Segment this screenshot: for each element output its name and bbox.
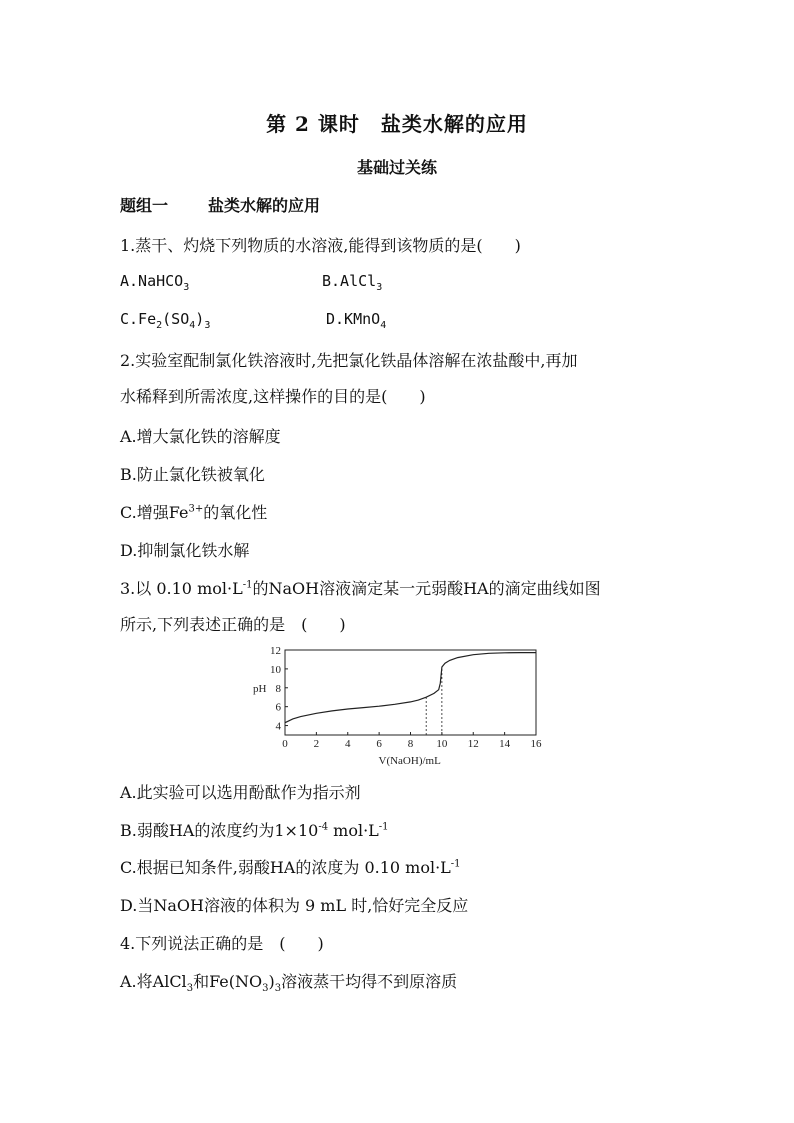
q1-stem: 1.蒸干、灼烧下列物质的水溶液,能得到该物质的是( ) [120,236,521,255]
x-tick-label: 2 [313,738,320,750]
q1-option-c: $C.Fe_2(SO_4)_3$ [120,310,211,331]
x-tick-label: 16 [530,738,542,750]
section-subtitle: 基础过关练 [356,158,437,177]
x-tick-label: 6 [376,738,382,750]
x-tick-label: 4 [345,738,351,750]
y-tick-label: 12 [270,645,281,657]
page-title: 第 2 课时 盐类水解的应用 [266,112,528,136]
x-tick-label: 0 [282,738,288,750]
q2-option-a: A.增大氯化铁的溶解度 [120,427,281,446]
x-tick-label: 8 [407,738,414,750]
titration-curve-line [285,653,536,723]
q4-stem: 4.下列说法正确的是 ( ) [120,934,324,953]
x-tick-label: 14 [499,738,511,750]
q2-option-c: C.增强$Fe^{3+}$的氧化性 [120,503,268,522]
q2-stem-line2: 水稀释到所需浓度,这样操作的目的是( ) [120,387,426,406]
x-tick-label: 12 [467,738,479,750]
q3-stem-line2: 所示,下列表述正确的是 ( ) [120,615,346,634]
q2-option-b: B.防止氯化铁被氧化 [120,465,265,484]
group-label: 题组一 [120,196,169,215]
q2-stem-line1: 2.实验室配制氯化铁溶液时,先把氯化铁晶体溶解在浓盐酸中,再加 [120,351,578,370]
q3-option-b: B.弱酸HA的浓度约为$1\times 10^{-4}$ $mol\cdot L^{-1}$ [120,821,389,840]
y-tick-label: 6 [275,701,281,714]
group-name: 盐类水解的应用 [208,196,321,215]
q4-option-a: A.将AlCl$_3$和$Fe(NO_3)_3$溶液蒸干均得不到原溶质 [120,972,458,995]
q3-option-c: C.根据已知条件,弱酸HA的浓度为 0.10 $mol\cdot L^{-1}$ [120,858,461,877]
y-tick-label: 8 [275,682,281,695]
q3-option-d: D.当NaOH溶液的体积为 9 mL 时,恰好完全反应 [120,896,469,915]
q1-option-b: B.AlCl$_3$ [322,272,383,293]
x-axis-label: V(NaOH)/mL [378,755,441,767]
q3-option-a: A.此实验可以选用酚酞作为指示剂 [120,783,361,802]
q2-option-d: D.抑制氯化铁水解 [120,541,250,560]
q1-option-d: D.KMnO$_4$ [326,310,387,331]
titration-curve-chart [250,640,550,768]
x-tick-label: 10 [436,738,448,750]
y-tick-label: 4 [275,720,281,733]
question-group-heading [120,193,320,216]
y-tick-label: 10 [270,663,281,676]
plot-frame [285,650,536,735]
y-axis-label: pH [253,682,267,695]
q1-option-a: A.NaHCO$_3$ [120,272,190,293]
q3-stem-line1: 3.以 0.10 $mol\cdot L^{-1}$的NaOH溶液滴定某一元弱酸HA的滴定曲线如图 [120,579,601,598]
